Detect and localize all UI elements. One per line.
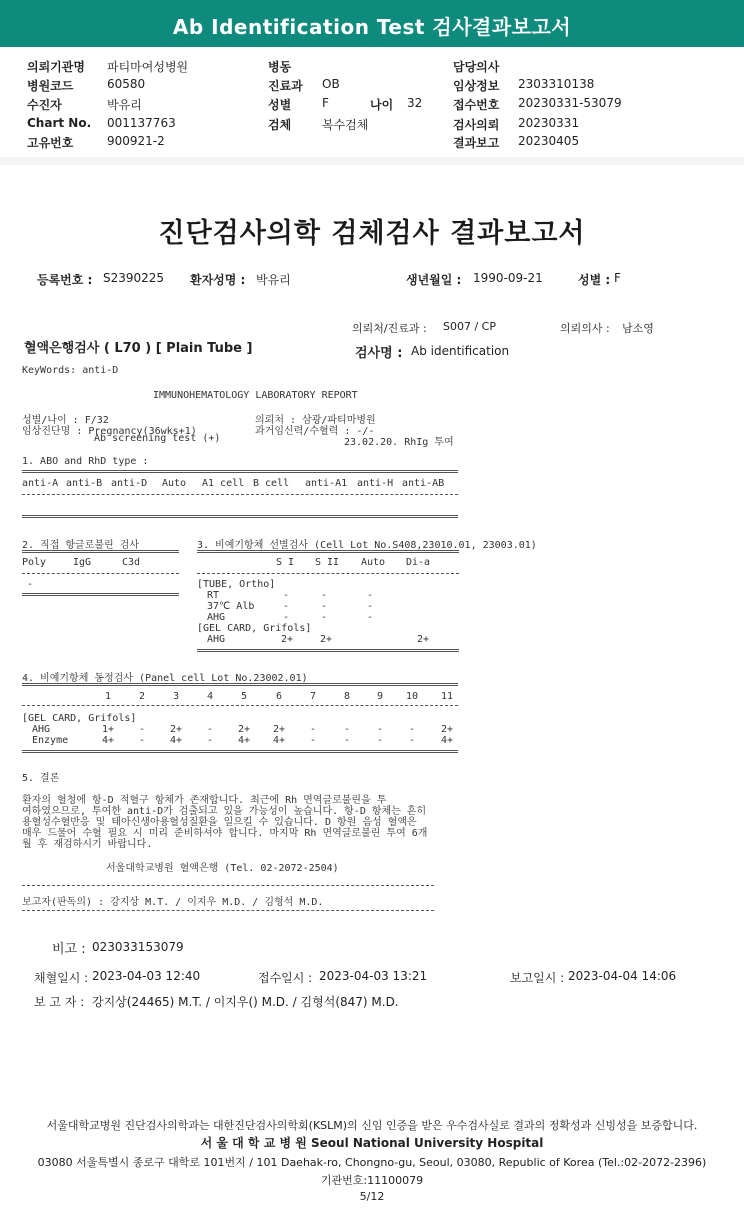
divider (22, 683, 458, 686)
info-value: 60580 (107, 77, 146, 91)
panel-cell-value: - (138, 735, 146, 746)
conclusion-line: 환자의 혈청에 항-D 적혈구 항체가 존재합니다. 최근에 Rh 면역글로불린을 투 (22, 795, 387, 806)
sec3-cell: 2+ (417, 634, 430, 645)
test-name-label: 검사명 : (355, 346, 403, 361)
dept-value: S007 / CP (443, 320, 496, 333)
panel-cell-header: 3 (172, 691, 180, 702)
panel-cell-header: 8 (343, 691, 351, 702)
sec1-col: anti-D (111, 478, 148, 489)
panel-cell-header: 4 (206, 691, 214, 702)
divider (22, 910, 434, 911)
sec1-col: anti-AB (402, 478, 445, 489)
request-info-panel (0, 49, 744, 157)
info-key: 고유번호 (27, 136, 74, 150)
info-value: 20230405 (518, 134, 580, 148)
receive-value: 2023-04-03 13:21 (319, 969, 428, 983)
sec4-gel: [GEL CARD, Grifols] (22, 713, 137, 724)
receive-label: 접수일시 : (258, 971, 313, 985)
panel-cell-header: 11 (440, 691, 454, 702)
info-key: 담당의사 (453, 60, 500, 74)
panel-cell-header: 5 (240, 691, 248, 702)
info-value: 32 (407, 96, 423, 110)
panel-cell-value: - (343, 735, 351, 746)
footer-hospital: 서 울 대 학 교 병 원 Seoul National University Hospital (200, 1136, 544, 1150)
keywords: KeyWords: anti-D (22, 365, 119, 376)
test-name-value: Ab identification (411, 344, 510, 358)
info-key: 의뢰기관명 (27, 60, 85, 74)
info-key: 병원코드 (27, 79, 74, 93)
panel-cell-value: - (309, 724, 317, 735)
info-value: 파티마여성병원 (107, 60, 189, 74)
report-paper (0, 165, 744, 1221)
info-value: 박유리 (107, 98, 142, 112)
reporter2-value: 강지상(24465) M.T. / 이지우() M.D. / 김형석(847) M.D. (92, 995, 399, 1009)
blood-bank: 서울대학교병원 혈액은행 (Tel. 02-2072-2504) (106, 863, 339, 874)
info-key: Chart No. (27, 116, 92, 130)
info-key: 병동 (268, 60, 292, 74)
clinical-dx-2: Ab screening test (+) (94, 433, 221, 444)
sec3-cell: 2+ (281, 634, 294, 645)
doctor-label: 의뢰의사 : (560, 322, 610, 335)
panel-cell-header: 2 (138, 691, 146, 702)
divider (22, 470, 458, 473)
request-site: 의뢰처 : 삼광/파티마병원 (255, 415, 376, 426)
panel-cell-value: 4+ (272, 735, 286, 746)
panel-cell-value: - (138, 724, 146, 735)
panel-cell-value: - (206, 724, 214, 735)
info-value: 2303310138 (518, 77, 595, 91)
panel-cell-value: - (408, 735, 416, 746)
report-title: 진단검사의학 검체검사 결과보고서 (158, 218, 586, 249)
sec2-value: - (27, 579, 34, 590)
test-group: 혈액은행검사 ( L70 ) [ Plain Tube ] (24, 341, 253, 356)
info-value: 20230331 (518, 116, 580, 130)
sec4-title: 4. 비예기항체 동정검사 (Panel cell Lot No.23002.01) (22, 673, 308, 684)
sec3-cell: - (321, 590, 328, 601)
sec3-row-label: AHG (207, 634, 226, 645)
remark-label: 비고 : (52, 942, 86, 957)
panel-cell-value: 2+ (440, 724, 454, 735)
divider (197, 649, 459, 652)
panel-cell-value: - (376, 724, 384, 735)
divider (22, 515, 458, 518)
banner-title: Ab Identification Test 검사결과보고서 (172, 15, 572, 39)
divider (197, 550, 459, 553)
panel-cell-header: 7 (309, 691, 317, 702)
divider (22, 705, 458, 706)
patient-value: 박유리 (256, 273, 291, 287)
sec3-row-label: AHG (207, 612, 226, 623)
sec5-title: 5. 결론 (22, 773, 60, 784)
panel-cell-value: 1+ (101, 724, 115, 735)
info-key: 진료과 (268, 79, 303, 93)
remark-value: 023033153079 (92, 940, 184, 954)
sec3-row-label: RT (207, 590, 220, 601)
panel-cell-value: 4+ (440, 735, 454, 746)
reporter2-label: 보 고 자 : (34, 995, 85, 1009)
sec3-tube: [TUBE, Ortho] (197, 579, 276, 590)
history-2: 23.02.20. RhIg 투여 (344, 437, 454, 448)
dob-value: 1990-09-21 (473, 271, 543, 285)
page-number: 5/12 (359, 1190, 385, 1203)
lab-title: IMMUNOHEMATOLOGY LABORATORY REPORT (153, 390, 358, 401)
patient-label: 환자성명 : (190, 273, 246, 287)
sec3-cell: - (321, 601, 328, 612)
info-key: 나이 (370, 98, 394, 112)
info-key: 검체 (268, 118, 292, 132)
sec2-title: 2. 직접 항글로불린 검사 (22, 540, 140, 551)
panel-cell-value: 2+ (272, 724, 286, 735)
divider (22, 573, 179, 574)
sec3-row-label: 37℃ Alb (207, 601, 255, 612)
panel-cell-value: - (343, 724, 351, 735)
info-key: 임상정보 (453, 79, 500, 93)
info-key: 접수번호 (453, 98, 500, 112)
sec3-cell: 2+ (320, 634, 333, 645)
report-time-label: 보고일시 : (510, 971, 565, 985)
sec3-cell: - (367, 590, 374, 601)
panel-cell-header: 9 (376, 691, 384, 702)
info-value: 001137763 (107, 116, 176, 130)
collect-value: 2023-04-03 12:40 (92, 969, 201, 983)
sec1-col: A1 cell (202, 478, 245, 489)
collect-label: 채혈일시 : (34, 971, 89, 985)
sec1-col: anti-A1 (305, 478, 348, 489)
panel-cell-value: - (206, 735, 214, 746)
panel-cell-header: 10 (405, 691, 419, 702)
sec3-gel: [GEL CARD, Grifols] (197, 623, 312, 634)
reg-value: S2390225 (103, 271, 165, 285)
panel-cell-value: 2+ (237, 724, 251, 735)
divider (197, 573, 459, 574)
sec1-title: 1. ABO and RhD type : (22, 456, 149, 467)
sec1-col: anti-H (357, 478, 394, 489)
info-key: 수진자 (27, 98, 62, 112)
doctor-value: 남소영 (622, 322, 654, 335)
info-value: 복수검체 (322, 118, 369, 132)
panel-cell-header: 6 (275, 691, 283, 702)
sec2-col: IgG (73, 557, 92, 568)
sec1-col: anti-B (66, 478, 103, 489)
sec3-cell: - (283, 590, 290, 601)
dob-label: 생년월일 : (406, 273, 462, 287)
sec3-cell: - (367, 601, 374, 612)
sec4-row-label: AHG (32, 724, 51, 735)
info-value: 900921-2 (107, 134, 165, 148)
sec1-col: Auto (162, 478, 187, 489)
sec3-cell: - (283, 612, 290, 623)
info-key: 성별 (268, 98, 292, 112)
sec2-col: Poly (22, 557, 47, 568)
sec4-row-label: Enzyme (32, 735, 69, 746)
divider (22, 550, 179, 553)
sec3-cell: - (283, 601, 290, 612)
info-key: 결과보고 (453, 136, 500, 150)
footer-address: 03080 서울특별시 종로구 대학로 101번지 / 101 Daehak-ro, Chongno-gu, Seoul, 03080, Republic of Korea (Tel.:02-2072-2396) (37, 1156, 707, 1169)
sec3-cell: - (321, 612, 328, 623)
divider (22, 593, 179, 596)
conclusion-line: 용혈성수혈반응 및 태아신생아용혈성질환을 일으킬 수 있습니다. D 항원 음성 혈액은 (22, 817, 417, 828)
sec1-col: anti-A (22, 478, 59, 489)
panel-cell-header: 1 (104, 691, 112, 702)
footer-code: 기관번호:11100079 (320, 1174, 424, 1187)
sec3-col: S I (276, 557, 295, 568)
sec3-cell: - (367, 612, 374, 623)
sec3-title: 3. 비예기항체 선별검사 (Cell Lot No.S408,23010.01, 23003.01) (197, 540, 537, 551)
info-value: 20230331-53079 (518, 96, 622, 110)
panel-cell-value: 4+ (237, 735, 251, 746)
reporter-line: 보고자(판독의) : 강지상 M.T. / 이지우 M.D. / 김형석 M.D. (22, 897, 324, 908)
panel-cell-value: 4+ (101, 735, 115, 746)
panel-cell-value: - (376, 735, 384, 746)
history: 과거임신력/수혈력 : -/- (255, 426, 375, 437)
conclusion-line: 매우 드물어 수혈 필요 시 미리 준비하셔야 합니다. 마지막 Rh 면역글로불린 투여 6개 (22, 828, 428, 839)
report-time-value: 2023-04-04 14:06 (568, 969, 677, 983)
panel-cell-value: - (408, 724, 416, 735)
report-banner (0, 0, 744, 49)
sex-label: 성별 : (578, 273, 611, 287)
clinical-dx: 임상진단명 : Pregnancy(36wks+1) (22, 426, 197, 437)
conclusion-line: 월 후 재검하시기 바랍니다. (22, 839, 153, 850)
panel-cell-value: 4+ (169, 735, 183, 746)
sec1-col: B cell (253, 478, 290, 489)
divider (22, 750, 458, 753)
sec3-col: S II (315, 557, 340, 568)
reg-label: 등록번호 : (37, 273, 93, 287)
panel-cell-value: 2+ (169, 724, 183, 735)
divider (22, 885, 434, 886)
info-key: 검사의뢰 (453, 118, 500, 132)
info-value: F (322, 96, 329, 110)
info-value: OB (322, 77, 340, 91)
sex-age: 성별/나이 : F/32 (22, 415, 109, 426)
conclusion-line: 여하였으므로, 투여한 anti-D가 검출되고 있을 가능성이 높습니다. 항-D 항체는 흔히 (22, 806, 427, 817)
footer-cert: 서울대학교병원 진단검사의학과는 대한진단검사의학회(KSLM)의 신임 인증을 받은 우수검사실로 결과의 정확성과 신빙성을 보증합니다. (46, 1119, 698, 1132)
sec2-col: C3d (122, 557, 141, 568)
divider (22, 494, 458, 495)
sex-value: F (614, 271, 621, 285)
panel-cell-value: - (309, 735, 317, 746)
sec3-col: Di-a (406, 557, 431, 568)
sec3-col: Auto (361, 557, 386, 568)
dept-label: 의뢰처/진료과 : (352, 322, 427, 335)
